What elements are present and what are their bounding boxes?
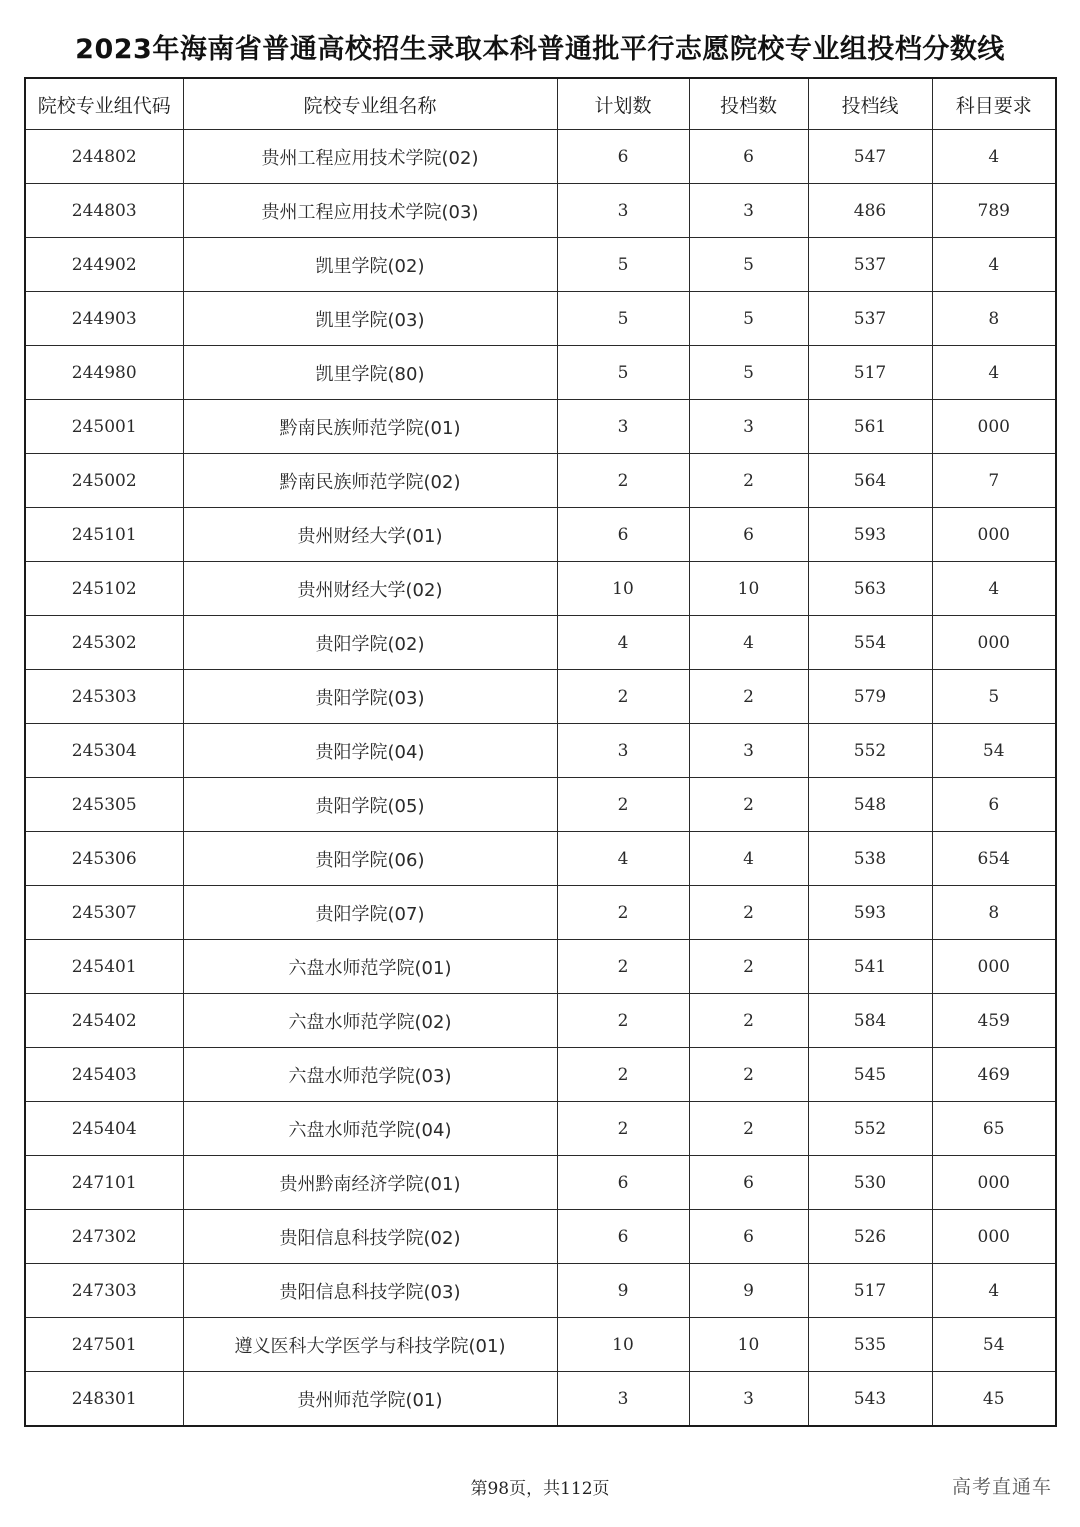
page-number: 第98页，共112页 [470, 1479, 610, 1499]
cell-plan: 2 [557, 1048, 689, 1102]
cell-code: 245402 [25, 994, 183, 1048]
cell-plan: 2 [557, 778, 689, 832]
cell-admitted: 2 [689, 886, 808, 940]
cell-plan: 9 [557, 1264, 689, 1318]
table-header-row [25, 78, 1056, 130]
cell-code: 245403 [25, 1048, 183, 1102]
cell-subjects: 4 [932, 238, 1056, 292]
table-row [25, 184, 1056, 238]
cell-subjects: 45 [932, 1372, 1056, 1427]
cell-name: 贵阳学院(02) [183, 616, 557, 670]
cell-code: 245307 [25, 886, 183, 940]
table-row [25, 238, 1056, 292]
cell-subjects: 000 [932, 616, 1056, 670]
cell-admitted: 2 [689, 778, 808, 832]
cell-subjects: 65 [932, 1102, 1056, 1156]
cell-name: 贵州师范学院(01) [183, 1372, 557, 1427]
table-row [25, 1210, 1056, 1264]
cell-code: 245404 [25, 1102, 183, 1156]
cell-plan: 3 [557, 724, 689, 778]
cell-subjects: 000 [932, 508, 1056, 562]
cell-code: 247302 [25, 1210, 183, 1264]
cell-plan: 5 [557, 346, 689, 400]
cell-admitted: 3 [689, 1372, 808, 1427]
cell-plan: 10 [557, 1318, 689, 1372]
cell-subjects: 459 [932, 994, 1056, 1048]
cell-plan: 5 [557, 292, 689, 346]
cell-admitted: 4 [689, 616, 808, 670]
cell-code: 247501 [25, 1318, 183, 1372]
cell-plan: 6 [557, 1210, 689, 1264]
cell-plan: 3 [557, 400, 689, 454]
source-watermark: 高考直通车 [951, 1476, 1052, 1498]
cell-name: 遵义医科大学医学与科技学院(01) [183, 1318, 557, 1372]
table-row [25, 454, 1056, 508]
cell-cutoff: 537 [808, 238, 932, 292]
table-row [25, 346, 1056, 400]
cell-name: 六盘水师范学院(03) [183, 1048, 557, 1102]
table-row [25, 1156, 1056, 1210]
cell-admitted: 3 [689, 400, 808, 454]
cell-name: 贵阳学院(04) [183, 724, 557, 778]
cell-admitted: 4 [689, 832, 808, 886]
cell-subjects: 654 [932, 832, 1056, 886]
score-table [24, 77, 1057, 1427]
cell-cutoff: 545 [808, 1048, 932, 1102]
column-header-plan: 计划数 [557, 78, 689, 130]
cell-cutoff: 543 [808, 1372, 932, 1427]
cell-cutoff: 554 [808, 616, 932, 670]
cell-code: 245102 [25, 562, 183, 616]
cell-code: 244903 [25, 292, 183, 346]
table-row [25, 292, 1056, 346]
cell-name: 贵阳学院(06) [183, 832, 557, 886]
page-title: 2023年海南省普通高校招生录取本科普通批平行志愿院校专业组投档分数线 [75, 34, 1005, 65]
cell-name: 贵阳学院(07) [183, 886, 557, 940]
cell-subjects: 000 [932, 1210, 1056, 1264]
table-row [25, 1318, 1056, 1372]
cell-name: 贵州财经大学(01) [183, 508, 557, 562]
cell-cutoff: 584 [808, 994, 932, 1048]
cell-name: 贵阳学院(05) [183, 778, 557, 832]
cell-name: 贵阳信息科技学院(02) [183, 1210, 557, 1264]
cell-subjects: 54 [932, 724, 1056, 778]
cell-name: 贵阳信息科技学院(03) [183, 1264, 557, 1318]
cell-name: 黔南民族师范学院(02) [183, 454, 557, 508]
cell-plan: 3 [557, 184, 689, 238]
cell-name: 贵州黔南经济学院(01) [183, 1156, 557, 1210]
cell-name: 贵州工程应用技术学院(02) [183, 130, 557, 184]
cell-code: 244902 [25, 238, 183, 292]
cell-admitted: 2 [689, 994, 808, 1048]
cell-cutoff: 535 [808, 1318, 932, 1372]
cell-code: 245401 [25, 940, 183, 994]
cell-admitted: 2 [689, 1102, 808, 1156]
cell-code: 245303 [25, 670, 183, 724]
cell-subjects: 6 [932, 778, 1056, 832]
column-header-subjects: 科目要求 [932, 78, 1056, 130]
cell-subjects: 000 [932, 1156, 1056, 1210]
cell-code: 245302 [25, 616, 183, 670]
cell-subjects: 54 [932, 1318, 1056, 1372]
table-row [25, 940, 1056, 994]
cell-admitted: 3 [689, 184, 808, 238]
cell-code: 244802 [25, 130, 183, 184]
table-row [25, 832, 1056, 886]
table-row [25, 1102, 1056, 1156]
cell-admitted: 5 [689, 292, 808, 346]
cell-plan: 2 [557, 940, 689, 994]
cell-subjects: 4 [932, 1264, 1056, 1318]
cell-name: 凯里学院(03) [183, 292, 557, 346]
cell-plan: 2 [557, 886, 689, 940]
table-row [25, 994, 1056, 1048]
cell-name: 贵州工程应用技术学院(03) [183, 184, 557, 238]
cell-cutoff: 579 [808, 670, 932, 724]
cell-code: 244980 [25, 346, 183, 400]
cell-admitted: 6 [689, 130, 808, 184]
cell-plan: 6 [557, 1156, 689, 1210]
cell-admitted: 5 [689, 238, 808, 292]
table-row [25, 130, 1056, 184]
cell-admitted: 6 [689, 508, 808, 562]
cell-name: 凯里学院(02) [183, 238, 557, 292]
column-header-cutoff: 投档线 [808, 78, 932, 130]
table-row [25, 670, 1056, 724]
cell-admitted: 2 [689, 670, 808, 724]
cell-code: 245304 [25, 724, 183, 778]
cell-plan: 6 [557, 130, 689, 184]
cell-plan: 6 [557, 508, 689, 562]
cell-cutoff: 548 [808, 778, 932, 832]
cell-admitted: 6 [689, 1210, 808, 1264]
cell-admitted: 10 [689, 1318, 808, 1372]
cell-cutoff: 486 [808, 184, 932, 238]
cell-name: 贵州财经大学(02) [183, 562, 557, 616]
cell-code: 245305 [25, 778, 183, 832]
cell-admitted: 2 [689, 1048, 808, 1102]
cell-code: 247101 [25, 1156, 183, 1210]
cell-plan: 10 [557, 562, 689, 616]
cell-cutoff: 517 [808, 1264, 932, 1318]
cell-cutoff: 564 [808, 454, 932, 508]
cell-name: 贵阳学院(03) [183, 670, 557, 724]
cell-code: 248301 [25, 1372, 183, 1427]
cell-plan: 2 [557, 454, 689, 508]
cell-plan: 5 [557, 238, 689, 292]
cell-cutoff: 530 [808, 1156, 932, 1210]
cell-admitted: 5 [689, 346, 808, 400]
cell-code: 245101 [25, 508, 183, 562]
cell-cutoff: 593 [808, 508, 932, 562]
cell-name: 六盘水师范学院(01) [183, 940, 557, 994]
cell-cutoff: 547 [808, 130, 932, 184]
cell-subjects: 469 [932, 1048, 1056, 1102]
table-row [25, 616, 1056, 670]
cell-name: 凯里学院(80) [183, 346, 557, 400]
cell-cutoff: 526 [808, 1210, 932, 1264]
cell-cutoff: 538 [808, 832, 932, 886]
cell-admitted: 2 [689, 454, 808, 508]
cell-subjects: 000 [932, 940, 1056, 994]
cell-cutoff: 563 [808, 562, 932, 616]
cell-cutoff: 552 [808, 1102, 932, 1156]
cell-code: 247303 [25, 1264, 183, 1318]
cell-name: 黔南民族师范学院(01) [183, 400, 557, 454]
table-row [25, 1048, 1056, 1102]
cell-cutoff: 552 [808, 724, 932, 778]
column-header-code: 院校专业组代码 [25, 78, 183, 130]
cell-plan: 3 [557, 1372, 689, 1427]
cell-subjects: 8 [932, 292, 1056, 346]
cell-subjects: 4 [932, 346, 1056, 400]
cell-plan: 2 [557, 994, 689, 1048]
cell-subjects: 5 [932, 670, 1056, 724]
column-header-name: 院校专业组名称 [183, 78, 557, 130]
column-header-admitted: 投档数 [689, 78, 808, 130]
cell-plan: 4 [557, 616, 689, 670]
cell-subjects: 7 [932, 454, 1056, 508]
cell-code: 244803 [25, 184, 183, 238]
cell-code: 245306 [25, 832, 183, 886]
cell-admitted: 9 [689, 1264, 808, 1318]
cell-admitted: 2 [689, 940, 808, 994]
cell-subjects: 4 [932, 130, 1056, 184]
cell-subjects: 4 [932, 562, 1056, 616]
table-row [25, 778, 1056, 832]
cell-cutoff: 517 [808, 346, 932, 400]
table-row [25, 508, 1056, 562]
table-row [25, 886, 1056, 940]
cell-plan: 4 [557, 832, 689, 886]
cell-admitted: 6 [689, 1156, 808, 1210]
cell-plan: 2 [557, 1102, 689, 1156]
table-body [25, 130, 1056, 1427]
cell-subjects: 789 [932, 184, 1056, 238]
table-row [25, 400, 1056, 454]
table-row [25, 724, 1056, 778]
cell-cutoff: 561 [808, 400, 932, 454]
cell-plan: 2 [557, 670, 689, 724]
cell-cutoff: 537 [808, 292, 932, 346]
cell-code: 245001 [25, 400, 183, 454]
cell-name: 六盘水师范学院(02) [183, 994, 557, 1048]
table-row [25, 1264, 1056, 1318]
cell-code: 245002 [25, 454, 183, 508]
cell-subjects: 000 [932, 400, 1056, 454]
cell-subjects: 8 [932, 886, 1056, 940]
table-row [25, 562, 1056, 616]
cell-cutoff: 541 [808, 940, 932, 994]
cell-admitted: 3 [689, 724, 808, 778]
cell-cutoff: 593 [808, 886, 932, 940]
cell-admitted: 10 [689, 562, 808, 616]
cell-name: 六盘水师范学院(04) [183, 1102, 557, 1156]
table-row [25, 1372, 1056, 1427]
